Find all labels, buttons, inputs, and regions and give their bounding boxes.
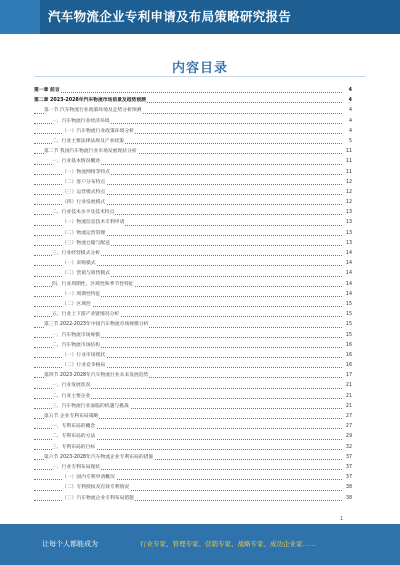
toc-entry-page: 11 <box>342 147 352 157</box>
toc-entry-page: 12 <box>342 188 352 198</box>
toc-entry-label: 二、行业技术水平及技术特点 <box>52 208 115 218</box>
toc-entry-label: （一）物流信息技术专利申请 <box>62 218 125 228</box>
toc-entry-label: 第二章 2023-2028年汽车物流市场前景及趋势预测 <box>34 96 147 106</box>
toc-entry[interactable] <box>34 259 352 269</box>
toc-entry-label: 三、行业经营模式分析 <box>52 249 101 259</box>
toc-entry[interactable] <box>34 422 352 432</box>
toc-entry-page: 15 <box>342 300 352 310</box>
toc-entry-label: 五、行业上下游产业链情况分析 <box>52 310 120 320</box>
toc-entry[interactable] <box>34 198 352 208</box>
toc-entry[interactable] <box>34 473 352 483</box>
toc-entry-label: 第四节 2023-2028年汽车物流行业未来发展趋势 <box>44 371 149 381</box>
toc-entry-page: 13 <box>342 208 352 218</box>
toc-entry-label: 一、专利布局的概念 <box>52 422 96 432</box>
toc-entry[interactable] <box>34 96 352 106</box>
toc-entry[interactable] <box>34 300 352 310</box>
toc-entry-page: 14 <box>342 290 352 300</box>
toc-entry[interactable] <box>34 157 352 167</box>
toc-entry-label: 第五节 企业专利布局策略 <box>44 412 99 422</box>
toc-entry[interactable] <box>34 269 352 279</box>
toc-entry-label: （二）营销与销售模式 <box>62 269 111 279</box>
toc-list <box>34 86 352 504</box>
toc-entry[interactable] <box>34 361 352 371</box>
toc-entry[interactable] <box>34 463 352 473</box>
toc-entry-page: 14 <box>342 269 352 279</box>
page-number: 1 <box>340 516 344 522</box>
toc-entry-page: 11 <box>342 157 352 167</box>
toc-entry-page: 27 <box>342 412 352 422</box>
top-banner <box>0 0 400 34</box>
toc-entry-page: 27 <box>342 422 352 432</box>
toc-entry[interactable] <box>34 208 352 218</box>
toc-entry[interactable] <box>34 147 352 157</box>
toc-entry-page: 21 <box>342 402 352 412</box>
toc-entry[interactable] <box>34 188 352 198</box>
banner-accent <box>0 0 40 34</box>
toc-entry-page: 4 <box>342 96 352 106</box>
footer-tags: 行业专家、管理专家、营销专家、战略专家、成功企业家…… <box>140 540 316 548</box>
toc-entry-label: （二）物流运营管理 <box>62 229 106 239</box>
toc-entry-label: （三）运营模式特点 <box>62 188 106 198</box>
toc-entry-page: 5 <box>342 137 352 147</box>
toc-entry-label: 三、汽车物流行业面临的机遇与挑战 <box>52 402 130 412</box>
toc-entry-label: （一）采购模式 <box>62 259 97 269</box>
toc-entry[interactable] <box>34 249 352 259</box>
toc-entry-label: （三）物流仓储与配送 <box>62 239 111 249</box>
toc-entry-page: 12 <box>342 198 352 208</box>
toc-entry[interactable] <box>34 432 352 442</box>
toc-entry-label: 一、汽车物流行业经济环境 <box>52 117 111 127</box>
toc-entry-label: 第二节 我国汽车物流行业市场发展现状分析 <box>44 147 138 157</box>
toc-entry-page: 37 <box>342 453 352 463</box>
toc-entry-page: 14 <box>342 280 352 290</box>
toc-entry-page: 21 <box>342 381 352 391</box>
toc-entry-page: 4 <box>342 127 352 137</box>
toc-entry-label: 一、汽车物流市场规模 <box>52 331 101 341</box>
toc-entry-page: 15 <box>342 310 352 320</box>
toc-entry-page: 21 <box>342 392 352 402</box>
toc-entry-page: 32 <box>342 443 352 453</box>
toc-entry-page: 4 <box>342 117 352 127</box>
toc-entry-page: 15 <box>342 331 352 341</box>
toc-entry[interactable] <box>34 453 352 463</box>
toc-leader-dots <box>34 92 342 93</box>
toc-title: 内容目录 <box>171 61 228 76</box>
toc-entry[interactable] <box>34 402 352 412</box>
toc-entry-label: 第一章 前言 <box>34 86 61 96</box>
toc-entry-label: 三、专利布局的目标 <box>52 443 96 453</box>
toc-entry-label: （四）行业发展模式 <box>62 198 106 208</box>
toc-entry[interactable] <box>34 168 352 178</box>
toc-entry-page: 37 <box>342 473 352 483</box>
toc-entry-label: 二、行业主要企业 <box>52 392 91 402</box>
toc-entry-label: （一）周期性特征 <box>62 290 101 300</box>
toc-entry[interactable] <box>34 127 352 137</box>
toc-entry-page: 11 <box>342 168 352 178</box>
toc-entry[interactable] <box>34 290 352 300</box>
toc-entry-label: （一）汽车物流行业政策环境分析 <box>62 127 135 137</box>
toc-entry-page: 29 <box>342 432 352 442</box>
toc-entry-label: （二）区域性 <box>62 300 92 310</box>
toc-entry-page: 13 <box>342 239 352 249</box>
toc-entry[interactable] <box>34 218 352 228</box>
toc-entry-page: 38 <box>342 494 352 504</box>
toc-entry-page: 4 <box>342 106 352 116</box>
toc-entry[interactable] <box>34 341 352 351</box>
toc-entry-page: 4 <box>342 86 352 96</box>
toc-entry-label: （一）行业市场现状 <box>62 351 106 361</box>
toc-entry-label: 第三节 2022-2023年中国汽车物流市场规模分析 <box>44 320 149 330</box>
toc-entry-label: （二）客户分布特点 <box>62 178 106 188</box>
toc-entry[interactable] <box>34 239 352 249</box>
toc-entry-label: 第一节 汽车物流行业政策环境及走势分析预测 <box>44 106 142 116</box>
bottom-banner <box>0 524 400 565</box>
toc-entry[interactable] <box>34 280 352 290</box>
toc-entry-label: （三）汽车物流企业专利布局措施 <box>62 494 135 504</box>
toc-entry-label: （一）物流网络等特点 <box>62 168 111 178</box>
toc-entry-page: 12 <box>342 178 352 188</box>
toc-entry[interactable] <box>34 137 352 147</box>
toc-entry-label: 一、行业发展状况 <box>52 381 91 391</box>
report-title: 汽车物流企业专利申请及布局策略研究报告 <box>48 9 292 24</box>
toc-entry[interactable] <box>34 412 352 422</box>
toc-entry-label: （二）专利授权及有效专利情况 <box>62 483 130 493</box>
toc-entry-label: 二、汽车物流市场结构 <box>52 341 101 351</box>
toc-entry[interactable] <box>34 351 352 361</box>
toc-entry[interactable] <box>34 310 352 320</box>
toc-entry[interactable] <box>34 392 352 402</box>
toc-entry-label: 一、行业基本情况概述 <box>52 157 101 167</box>
toc-entry-label: 二、专利布局的方法 <box>52 432 96 442</box>
toc-entry-label: 一、行业专利布局现状 <box>52 463 101 473</box>
toc-entry-page: 15 <box>342 320 352 330</box>
toc-entry[interactable] <box>34 371 352 381</box>
toc-entry-page: 16 <box>342 351 352 361</box>
toc-entry[interactable] <box>34 229 352 239</box>
toc-entry[interactable] <box>34 86 352 96</box>
toc-entry-page: 38 <box>342 483 352 493</box>
toc-entry-page: 17 <box>342 371 352 381</box>
toc-entry-label: 第六节 2023-2028年汽车物流企业专利布局的措施 <box>44 453 154 463</box>
toc-entry-page: 13 <box>342 218 352 228</box>
toc-entry-label: （一）国内专利申请概况 <box>62 473 116 483</box>
footer-slogan: 让每个人都能成为 <box>42 540 98 548</box>
toc-entry-page: 14 <box>342 259 352 269</box>
toc-entry[interactable] <box>34 106 352 116</box>
toc-entry[interactable] <box>34 178 352 188</box>
toc-entry[interactable] <box>34 494 352 504</box>
toc-entry-page: 14 <box>342 249 352 259</box>
toc-entry-page: 13 <box>342 229 352 239</box>
toc-entry[interactable] <box>34 443 352 453</box>
toc-entry[interactable] <box>34 331 352 341</box>
toc-entry[interactable] <box>34 320 352 330</box>
toc-entry-page: 37 <box>342 463 352 473</box>
toc-entry-label: 二、行业主要法律法规及产业政策 <box>52 137 125 147</box>
toc-entry[interactable] <box>34 483 352 493</box>
toc-entry[interactable] <box>34 381 352 391</box>
toc-entry-label: 四、行业周期性、区域性和季节性特征 <box>52 280 135 290</box>
toc-entry-label: （二）行业竞争格局 <box>62 361 106 371</box>
toc-divider <box>34 76 366 77</box>
toc-entry-page: 16 <box>342 341 352 351</box>
toc-entry[interactable] <box>34 117 352 127</box>
toc-entry-page: 16 <box>342 361 352 371</box>
